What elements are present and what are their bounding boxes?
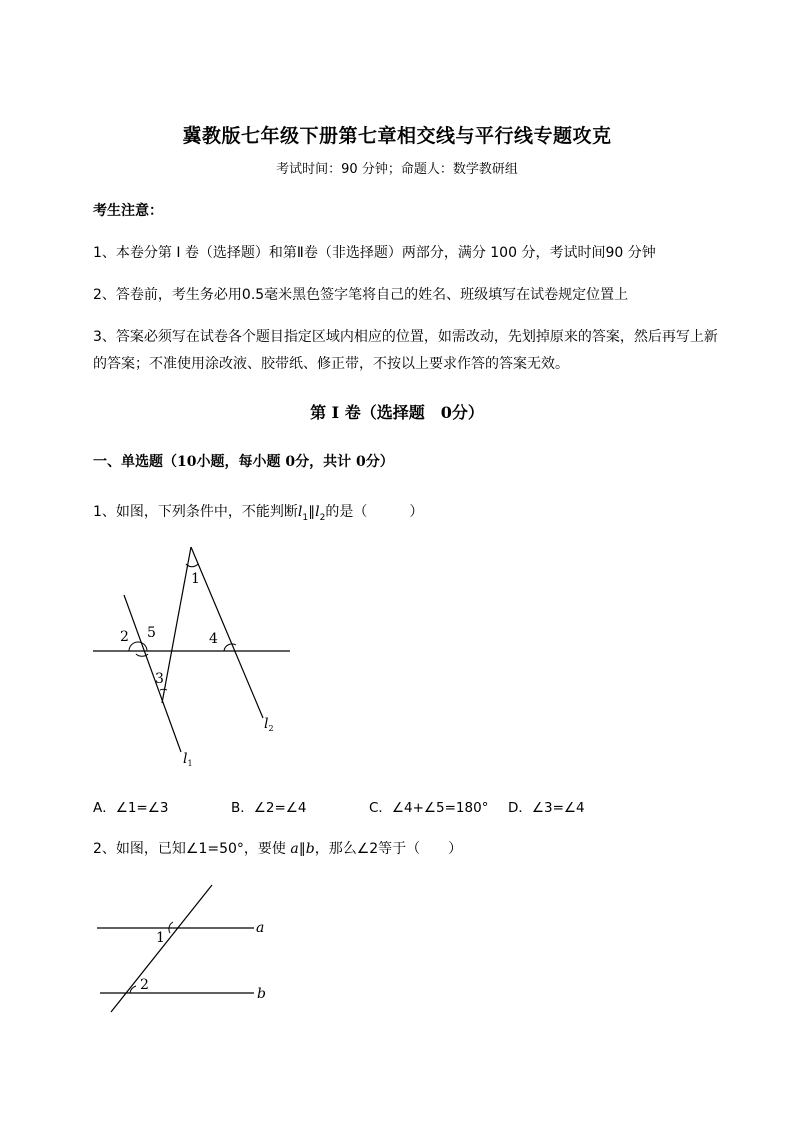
note-item-2: 2、答卷前，考生务必用0.5毫米黑色签字笔将自己的姓名、班级填写在试卷规定位置上 (93, 287, 629, 303)
angle-label-5: 5 (147, 625, 156, 641)
q1-option-c[interactable]: C．∠4+∠5=180° (369, 800, 489, 816)
line-l2 (191, 547, 263, 718)
q1-option-d[interactable]: D．∠3=∠4 (508, 800, 585, 816)
notes-heading: 考生注意： (93, 203, 163, 219)
exam-info: 考试时间：90 分钟；命题人：数学教研组 (276, 162, 518, 177)
page-title: 冀教版七年级下册第七章相交线与平行线专题攻克 (182, 125, 612, 147)
q2-stem-suffix: ，那么∠2等于（ ） (314, 841, 463, 857)
q1-l1-sub: 1 (302, 512, 309, 523)
q1-stem-suffix: 的是（ ） (325, 504, 424, 520)
line-label-b: b (257, 986, 266, 1002)
q1-l1: l (297, 504, 303, 520)
line-label-l1: $l_1$ (183, 751, 193, 768)
question-2-stem (93, 838, 462, 858)
note-item-1: 1、本卷分第 I 卷（选择题）和第Ⅱ卷（非选择题）两部分，满分 100 分，考试时间90 分钟 (93, 245, 656, 261)
q2-stem-prefix: 2、如图，已知∠1=50°，要使 (93, 841, 291, 857)
question-1-stem (93, 501, 423, 523)
note-item-3-cont: 的答案；不准使用涂改液、胶带纸、修正带，不按以上要求作答的答案无效。 (93, 356, 569, 372)
question-1-figure (85, 530, 305, 775)
note-item-3: 3、答案必须写在试卷各个题目指定区域内相应的位置，如需改动，先划掉原来的答案，然后再写上新 (93, 329, 718, 345)
angle-label-3: 3 (155, 671, 164, 687)
q1-parallel: ∥ (308, 504, 316, 520)
line-label-l2: $l_2$ (264, 716, 274, 733)
q2-parallel: ∥ (298, 841, 306, 857)
transversal-line (162, 547, 191, 703)
angle-3-arc (160, 689, 167, 690)
q2-b: b (305, 841, 315, 857)
q1-l2-sub: 2 (319, 512, 326, 523)
q2-a: a (290, 841, 299, 857)
q1-l2: l (315, 504, 320, 520)
question-2-figure (90, 880, 280, 1020)
angle-label-1: 1 (191, 571, 200, 587)
angle-label-4: 4 (209, 631, 218, 647)
q1-stem-prefix: 1、如图，下列条件中，不能判断 (93, 504, 298, 520)
angle-label-2: 2 (140, 977, 149, 993)
q1-option-a[interactable]: A．∠1=∠3 (93, 800, 169, 816)
angle-label-1: 1 (156, 930, 165, 946)
angle-label-2: 2 (120, 629, 129, 645)
line-l1 (124, 595, 181, 752)
line-label-a: a (256, 920, 265, 936)
part-title: 一、单选题（10小题，每小题 0分，共计 0分） (93, 454, 394, 470)
q1-option-b[interactable]: B．∠2=∠4 (231, 800, 307, 816)
section-title: 第 I 卷（选择题 0分） (310, 403, 484, 422)
